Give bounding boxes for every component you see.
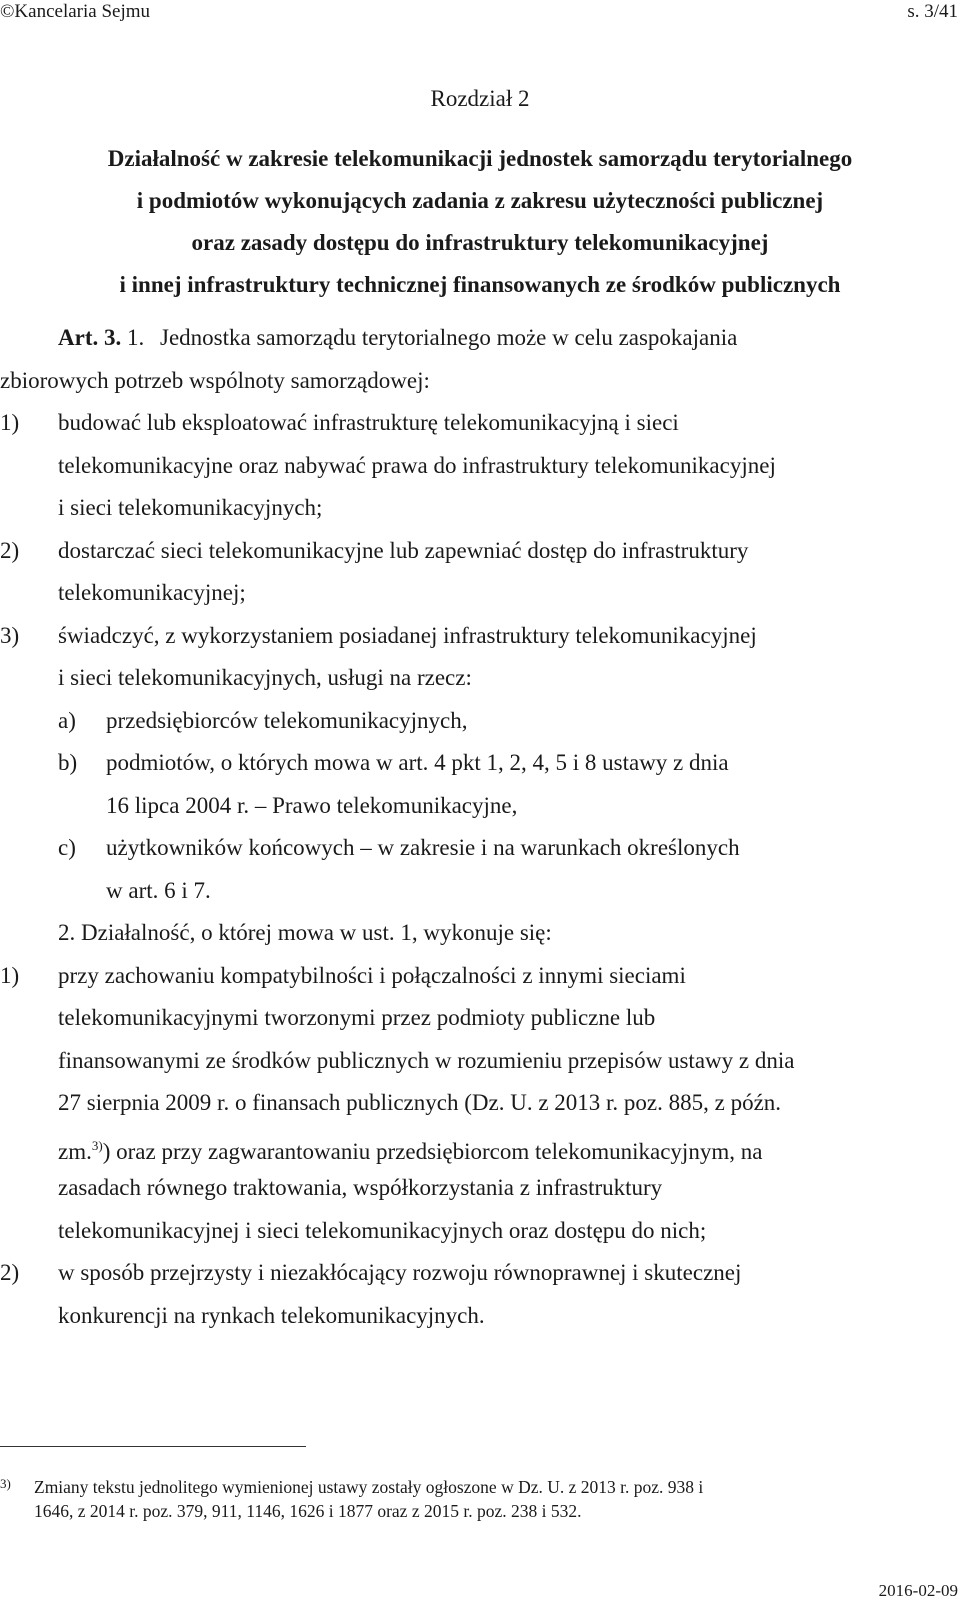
- footnote-line-2: 1646, z 2014 r. poz. 379, 911, 1146, 1626 i 1877 oraz z 2015 r. poz. 238 i 532.: [34, 1501, 582, 1521]
- title-line: oraz zasady dostępu do infrastruktury telekomunikacyjnej: [191, 230, 769, 255]
- point-2-line-2: telekomunikacyjnej;: [58, 580, 246, 605]
- point-number: 2): [0, 538, 20, 563]
- article-label: Art. 3.: [58, 325, 122, 350]
- point-1-line-3: i sieci telekomunikacyjnych;: [58, 495, 323, 520]
- ust-2-point-1-line-3: finansowanymi ze środków publicznych w rozumieniu przepisów ustawy z dnia: [58, 1048, 795, 1073]
- letter-b-line-2: 16 lipca 2004 r. – Prawo telekomunikacyjne,: [106, 793, 518, 818]
- ust-1-text: [160, 324, 848, 352]
- ust-2-point-1-line-6: zasadach równego traktowania, współkorzystania z infrastruktury: [58, 1175, 663, 1200]
- letter-marker: b): [58, 750, 78, 775]
- ust-2-point-1-line-2: telekomunikacyjnymi tworzonymi przez podmioty publiczne lub: [58, 1005, 656, 1030]
- letter-c-line-2: w art. 6 i 7.: [106, 878, 211, 903]
- ust-1-line-2: zbiorowych potrzeb wspólnoty samorządowej:: [0, 368, 430, 393]
- title-line: i innej infrastruktury technicznej finansowanych ze środków publicznych: [119, 272, 841, 297]
- point-3-line-2: i sieci telekomunikacyjnych, usługi na rzecz:: [58, 665, 472, 690]
- letter-marker: a): [58, 708, 76, 733]
- ust-number: 1.: [126, 325, 145, 350]
- footnote-reference[interactable]: 3): [91, 1138, 103, 1153]
- footnote-line-1: Zmiany tekstu jednolitego wymienionej ustawy zostały ogłoszone w Dz. U. z 2013 r. poz. 938 i: [34, 1477, 704, 1497]
- point-number: 2): [0, 1260, 20, 1285]
- document-date: 2016-02-09: [878, 1581, 958, 1600]
- letter-b-line-1: podmiotów, o których mowa w art. 4 pkt 1, 2, 4, 5 i 8 ustawy z dnia: [106, 750, 729, 775]
- ust-1-text-part: Jednostka samorządu terytorialnego może w celu zaspokajania: [160, 325, 738, 350]
- title-line: i podmiotów wykonujących zadania z zakresu użyteczności publicznej: [136, 188, 824, 213]
- point-text: budować lub eksploatować infrastrukturę telekomunikacyjną i sieci: [58, 410, 679, 435]
- article-3-ust-1-line: [58, 324, 848, 352]
- chapter-title: [0, 138, 960, 306]
- footnote-mark: 3): [0, 1476, 11, 1491]
- chapter-heading: Rozdział 2: [430, 86, 530, 111]
- line-text: ) oraz przy zagwarantowaniu przedsiębiorcom telekomunikacyjnym, na: [102, 1139, 763, 1164]
- header-page-number: s. 3/41: [907, 1, 958, 22]
- ust-2-point-2-line-2: konkurencji na rynkach telekomunikacyjnych.: [58, 1303, 485, 1328]
- letter-c-line-1: użytkowników końcowych – w zakresie i na warunkach określonych: [106, 835, 740, 860]
- point-1-line-1: [58, 409, 848, 437]
- letter-marker: c): [58, 835, 76, 860]
- ust-2-point-1-line-7: telekomunikacyjnej i sieci telekomunikacyjnych oraz dostępu do nich;: [58, 1218, 707, 1243]
- ust-2-heading: 2. Działalność, o której mowa w ust. 1, wykonuje się:: [58, 920, 552, 945]
- point-1-line-2: telekomunikacyjne oraz nabywać prawa do infrastruktury telekomunikacyjnej: [58, 453, 776, 478]
- ust-2-point-1-line-5: [58, 1132, 762, 1166]
- ust-2-point-2-line-1: w sposób przejrzysty i niezakłócający rozwoju równoprawnej i skutecznej: [58, 1260, 742, 1285]
- ust-2-point-1-line-4: 27 sierpnia 2009 r. o finansach publicznych (Dz. U. z 2013 r. poz. 885, z późn.: [58, 1090, 782, 1115]
- header-source: ©Kancelaria Sejmu: [0, 1, 151, 22]
- point-number: 1): [0, 963, 20, 988]
- ust-2-point-1-line-1: przy zachowaniu kompatybilności i połączalności z innymi sieciami: [58, 963, 686, 988]
- point-3-line-1: świadczyć, z wykorzystaniem posiadanej infrastruktury telekomunikacyjnej: [58, 623, 757, 648]
- abbrev-text: zm.: [58, 1139, 92, 1164]
- point-2-line-1: dostarczać sieci telekomunikacyjne lub zapewniać dostęp do infrastruktury: [58, 538, 749, 563]
- title-line: Działalność w zakresie telekomunikacji jednostek samorządu terytorialnego: [107, 146, 853, 171]
- letter-a-text: przedsiębiorców telekomunikacyjnych,: [106, 708, 468, 733]
- point-number: 1): [0, 410, 20, 435]
- point-number: 3): [0, 623, 20, 648]
- footnote-separator: [0, 1446, 306, 1447]
